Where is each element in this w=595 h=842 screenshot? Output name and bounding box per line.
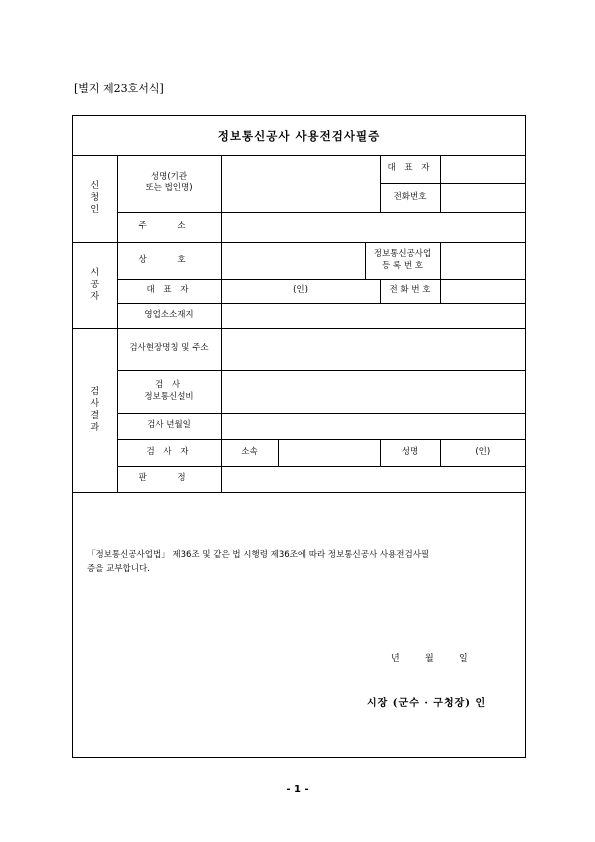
contractor-office-field[interactable] — [221, 303, 525, 328]
form-title: 정보통신공사 사용전검사필증 — [73, 116, 525, 156]
applicant-address-field[interactable] — [221, 212, 525, 242]
contractor-phone-label: 전 화 번 호 — [380, 279, 440, 303]
inspection-site-field[interactable] — [221, 328, 525, 370]
inspection-section-char-2: 사 — [90, 398, 100, 409]
inspection-facility-label: 검 사 정보통신설비 — [117, 370, 221, 413]
contractor-section-char-3: 자 — [90, 292, 100, 303]
inspector-affiliation-field[interactable] — [278, 439, 380, 466]
form-number: [별지 제23호서식] — [74, 82, 164, 95]
issuer-signature: 시장 (군수 · 구청장) 인 — [367, 698, 487, 709]
contractor-rep-label: 대 표 자 — [117, 279, 221, 303]
issue-date-year: 년 — [391, 654, 400, 664]
contractor-seal: (인) — [293, 285, 308, 296]
inspector-name-field[interactable] — [440, 439, 525, 466]
applicant-rep-label: 대 표 자 — [380, 155, 440, 183]
applicant-name-label: 성명(기관 또는 법인명) — [117, 155, 221, 212]
page-number: - 1 - — [286, 784, 309, 795]
applicant-rep-field[interactable] — [440, 155, 525, 183]
inspection-section-char-3: 결 — [90, 411, 100, 421]
inspection-date-field[interactable] — [221, 413, 525, 439]
contractor-rep-field[interactable] — [221, 279, 380, 303]
issue-date — [391, 651, 468, 664]
applicant-section-char-3: 인 — [90, 205, 100, 216]
notice-text — [87, 548, 517, 577]
contractor-trade-name-label: 상 호 — [117, 242, 221, 279]
inspection-site-label: 검사현장명칭 및 주소 — [117, 328, 221, 370]
issue-date-day: 일 — [459, 654, 468, 664]
applicant-name-field[interactable] — [221, 155, 380, 212]
inspector-label: 검 사 자 — [117, 439, 221, 466]
notice-line-1: 「정보통신공사업법」 제36조 및 같은 법 시행령 제36조에 따라 정보통신공사 사용전검사필 — [87, 550, 430, 560]
contractor-section-char-1: 시 — [90, 267, 100, 278]
applicant-section-label — [73, 155, 117, 242]
inspector-affiliation-label: 소속 — [221, 439, 278, 466]
certificate-form — [72, 115, 526, 758]
judgement-field[interactable] — [221, 466, 525, 492]
contractor-office-label: 영업소소재지 — [117, 303, 221, 328]
contractor-section-char-2: 공 — [90, 279, 100, 290]
issue-date-month: 월 — [425, 654, 434, 664]
inspection-date-label: 검사 년월일 — [117, 413, 221, 439]
applicant-section-char-1: 신 — [90, 181, 100, 192]
inspection-facility-field[interactable] — [221, 370, 525, 413]
contractor-registration-label: 정보통신공사업 등 록 번 호 — [365, 242, 440, 279]
inspection-section-char-4: 과 — [90, 423, 100, 434]
contractor-trade-name-field[interactable] — [221, 242, 365, 279]
applicant-section-char-2: 청 — [90, 193, 100, 204]
form-table — [73, 155, 525, 493]
contractor-registration-field[interactable] — [440, 242, 525, 279]
applicant-phone-label: 전화번호 — [380, 183, 440, 212]
judgement-label: 판 정 — [117, 466, 221, 492]
inspection-section-label — [73, 328, 117, 492]
inspection-section-char-1: 검 — [90, 386, 100, 397]
notice-line-2: 증을 교부합니다. — [87, 564, 150, 575]
applicant-address-label: 주 소 — [117, 212, 221, 242]
inspector-seal: (인) — [475, 446, 491, 457]
contractor-phone-field[interactable] — [440, 279, 525, 303]
inspector-name-label: 성명 — [380, 439, 440, 466]
applicant-phone-field[interactable] — [440, 183, 525, 212]
contractor-section-label — [73, 242, 117, 328]
